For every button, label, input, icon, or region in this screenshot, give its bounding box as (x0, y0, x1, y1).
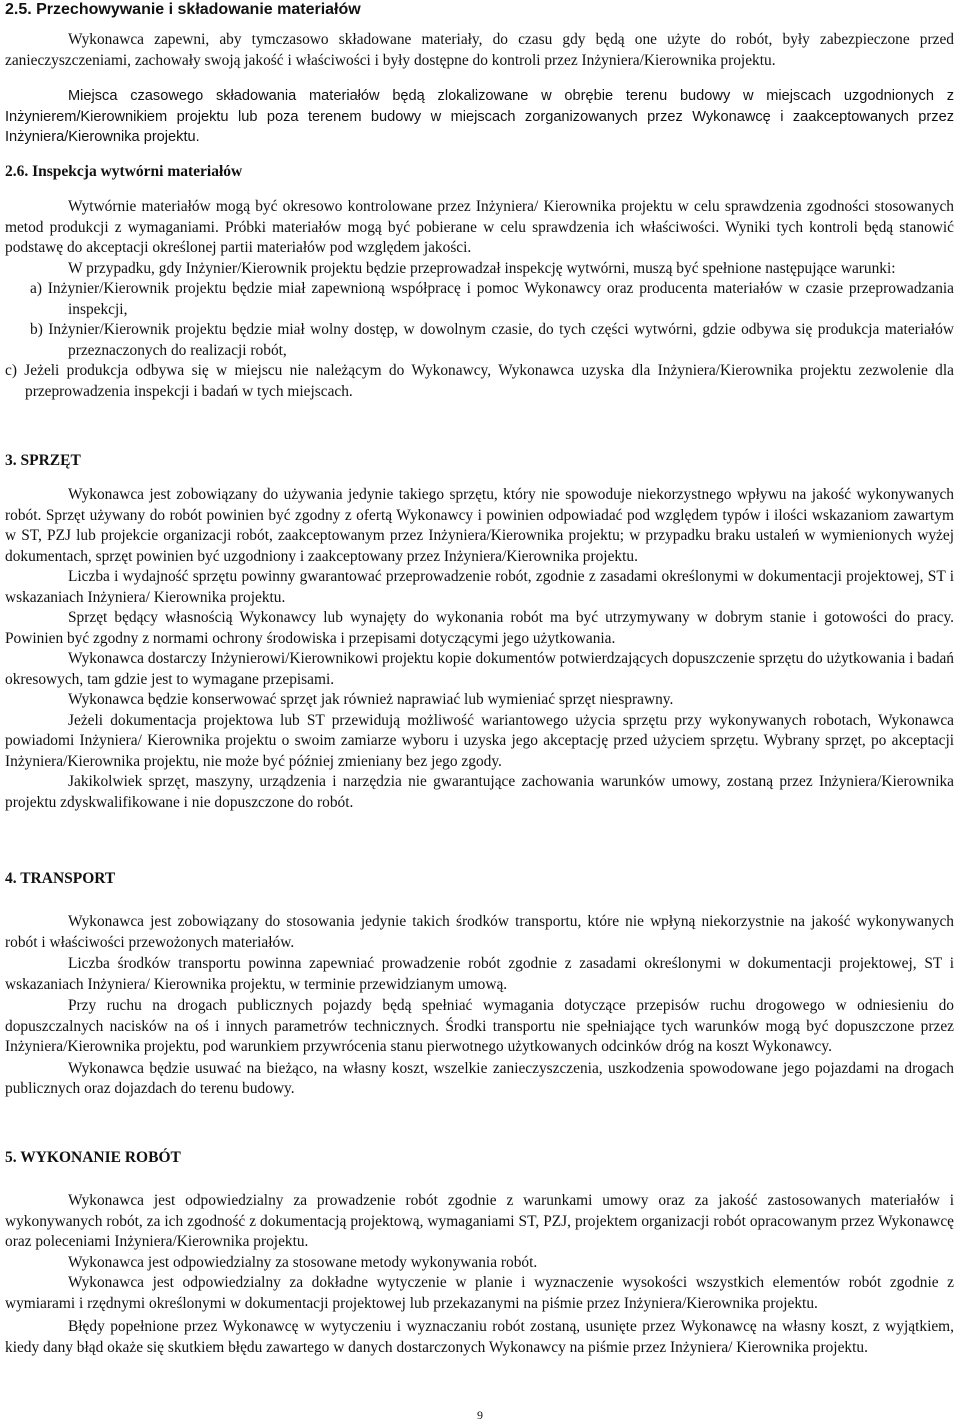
section-4-body (5, 912, 954, 1100)
section-2-6-body (5, 197, 954, 402)
page-number: 9 (477, 1408, 483, 1422)
section-2-6-title (5, 162, 954, 182)
section-2-5 (5, 0, 954, 20)
section-title: 2.5. Przechowywanie i składowanie materiałów (5, 1, 361, 18)
paragraph: Wykonawca będzie usuwać na bieżąco, na własny koszt, wszelkie zanieczyszczenia, uszkodzenia spowodowane jego pojazdami na drogach publicznych oraz dojazdach do terenu budowy. (5, 1059, 954, 1097)
list-item: b) Inżynier/Kierownik projektu będzie miał wolny dostęp, w dowolnym czasie, do tych części wytwórni, gdzie odbywa się produkcja materiałów przeznaczonych do realizacji robót, (30, 321, 954, 359)
section-title: 5. WYKONANIE ROBÓT (5, 1149, 181, 1166)
section-title-text: Inspekcja wytwórni materiałów (32, 163, 243, 180)
paragraph: Liczba środków transportu powinna zapewniać prowadzenie robót zgodnie z zasadami określonymi w dokumentacji projektowej, ST i wskazaniach Inżyniera/ Kierownika projektu, w terminie przewidzianym umową. (5, 955, 954, 993)
list-item: a) Inżynier/Kierownik projektu będzie miał zapewnioną współpracę i pomoc Wykonawcy oraz producenta materiałów w czasie przeprowadzania inspekcji, (30, 280, 954, 318)
section-4-title (5, 869, 954, 889)
section-2-5-body (5, 30, 954, 71)
paragraph: Wykonawca dostarczy Inżynierowi/Kierownikowi projektu kopie dokumentów potwierdzających dopuszczenie sprzętu do użytkowania i badań okresowych, tam gdzie jest to wymagane przepisami. (5, 650, 954, 688)
section-number: 2.6. (5, 163, 29, 180)
paragraph: Sprzęt będący własnością Wykonawcy lub wynajęty do wykonania robót ma być utrzymywany w dobrym stanie i gotowości do pracy. Powinien być zgodny z normami ochrony środowiska i przepisami dotyczącymi jego użytkowania. (5, 609, 954, 647)
section-title: 3. SPRZĘT (5, 452, 81, 469)
list-item: c) Jeżeli produkcja odbywa się w miejscu nie należącym do Wykonawcy, Wykonawca uzyska dla Inżyniera/Kierownika projektu zezwolenie dla przeprowadzenia inspekcji i badań w tych miejscach. (5, 362, 954, 400)
paragraph: Przy ruchu na drogach publicznych pojazdy będą spełniać wymagania dotyczące przepisów ruchu drogowego w odniesieniu do dopuszczalnych nacisków na oś i innych parametrów technicznych. Środki transportu nie spełniające tych warunków mogą być dopuszczone przez Inżyniera/Kierownika projektu, pod warunkiem przywrócenia stanu pierwotnego użytkowanych odcinków dróg na koszt Wykonawcy. (5, 997, 954, 1055)
section-2-5-body-2 (5, 86, 954, 148)
section-title (5, 162, 954, 182)
paragraph: Jeżeli dokumentacja projektowa lub ST przewidują możliwość wariantowego użycia sprzętu przy wykonywanych robotach, Wykonawca powiadomi Inżyniera/ Kierownika projektu o swoim zamiarze wyboru i uzyska jego akceptację przed użyciem sprzętu. Wybrany sprzęt, po akceptacji Inżyniera/Kierownika projektu, nie może być później zmieniany bez jego zgody. (5, 711, 954, 770)
section-3-body (5, 485, 954, 813)
paragraph: Miejsca czasowego składowania materiałów będą zlokalizowane w obrębie terenu budowy w miejscach uzgodnionych z Inżynierem/Kierownikiem projektu lub poza terenem budowy w miejscach zorganizowanych przez Wykonawcę i zaakceptowanych przez Inżyniera/Kierownika projektu. (5, 88, 954, 145)
paragraph: Wykonawca będzie konserwować sprzęt jak również naprawiać lub wymieniać sprzęt niesprawny. (68, 691, 674, 708)
paragraph: Jakikolwiek sprzęt, maszyny, urządzenia i narzędzia nie gwarantujące zachowania warunków umowy, zostaną przez Inżyniera/Kierownika projektu zdyskwalifikowane i nie dopuszczone do robót. (5, 773, 954, 811)
section-5-title (5, 1148, 954, 1168)
paragraph: Wytwórnie materiałów mogą być okresowo kontrolowane przez Inżyniera/ Kierownika projektu w celu sprawdzenia zgodności stosowanych metod produkcji z wymaganiami. Próbki materiałów mogą być pobierane w celu sprawdzenia ich właściwości. Wyniki tych kontroli będą stanowić podstawę do akceptacji określonej partii materiałów pod względem jakości. (5, 198, 954, 256)
section-title: 4. TRANSPORT (5, 870, 116, 887)
paragraph: Błędy popełnione przez Wykonawcę w wytyczeniu i wyznaczaniu robót zostaną, usunięte przez Wykonawcę na własny koszt, z wyjątkiem, kiedy dany błąd okaże się skutkiem błędu zawartego w danych dostarczonych Wykonawcy na piśmie przez Inżyniera/ Kierownika projektu. (5, 1318, 954, 1356)
paragraph: Wykonawca zapewni, aby tymczasowo składowane materiały, do czasu gdy będą one użyte do robót, były zabezpieczone przed zanieczyszczeniami, zachowały swoją jakość i właściwości i były dostępne do kontroli przez Inżyniera/Kierownika projektu. (5, 31, 954, 69)
section-3-title (5, 451, 954, 471)
paragraph: Wykonawca jest odpowiedzialny za dokładne wytyczenie w planie i wyznaczenie wysokości wszystkich elementów robót zgodnie z wymiarami i rzędnymi określonymi w dokumentacji projektowej lub przekazanymi na piśmie przez Inżyniera/Kierownika projektu. (5, 1274, 954, 1312)
paragraph: Wykonawca jest odpowiedzialny za prowadzenie robót zgodnie z warunkami umowy oraz za jakość zastosowanych materiałów i wykonywanych robót, za ich zgodność z dokumentacją projektową, wymaganiami ST, PZJ, projektem organizacji robót opracowanym przez Wykonawcę oraz poleceniami Inżyniera/Kierownika projektu. (5, 1192, 954, 1250)
paragraph: W przypadku, gdy Inżynier/Kierownik projektu będzie przeprowadzał inspekcję wytwórni, muszą być spełnione następujące warunki: (68, 259, 896, 277)
section-5-body (5, 1191, 954, 1358)
paragraph: Wykonawca jest zobowiązany do stosowania jedynie takich środków transportu, które nie wpłyną niekorzystnie na jakość wykonywanych robót i właściwości przewożonych materiałów. (5, 913, 954, 951)
paragraph: Wykonawca jest odpowiedzialny za stosowane metody wykonywania robót. (68, 1253, 538, 1271)
paragraph: Liczba i wydajność sprzętu powinny gwarantować przeprowadzenie robót, zgodnie z zasadami określonymi w dokumentacji projektowej, ST i wskazaniach Inżyniera/ Kierownika projektu. (5, 568, 954, 606)
paragraph: Wykonawca jest zobowiązany do używania jedynie takiego sprzętu, który nie spowoduje niekorzystnego wpływu na jakość wykonywanych robót. Sprzęt używany do robót powinien być zgodny z ofertą Wykonawcy i powinien odpowiadać pod względem typów i ilości wskazaniom zawartym w ST, PZJ lub projekcie organizacji robót, zaakceptowanym przez Inżyniera/Kierownika projektu; w przypadku braku ustaleń w wymienionych wyżej dokumentach, sprzęt powinien być uzgodniony i zaakceptowany przez Inżyniera/Kierownika projektu. (5, 486, 954, 565)
